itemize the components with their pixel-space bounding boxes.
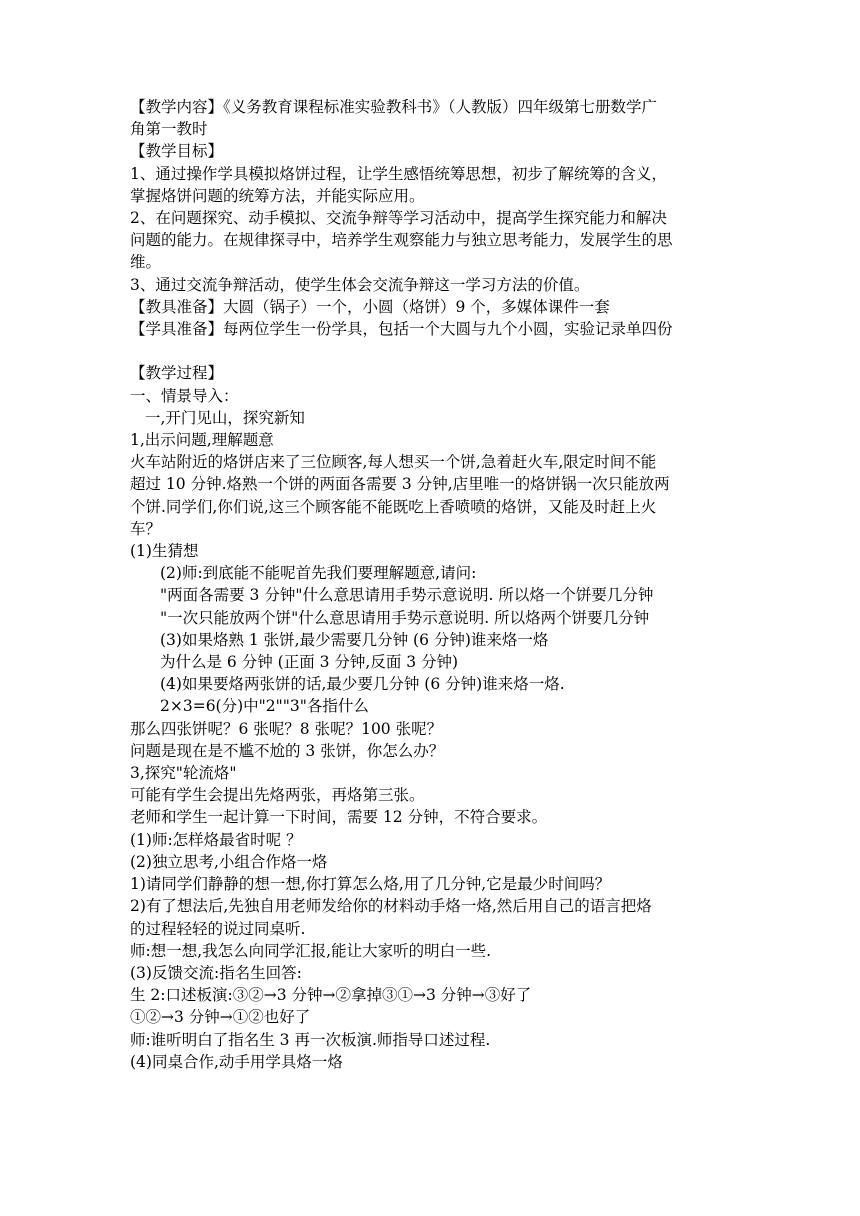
section-heading: 一、情景导入： [130,386,239,405]
text-line: "两面各需要 3 分钟"什么意思请用手势示意说明. 所以烙一个饼要几分钟 [160,586,654,605]
document-page [130,96,730,1073]
text-line: ①②→3 分钟→①②也好了 [130,1008,311,1027]
text-line: 1,出示问题,理解题意 [130,431,274,450]
student-aids-line: 【学具准备】每两位学生一份学具，包括一个大圆与九个小圆，实验记录单四份 [130,320,673,339]
text-line: (2)独立思考,小组合作烙一烙 [130,852,328,871]
text-line: 1)请同学们静静的想一想,你打算怎么烙,用了几分钟,它是最少时间吗？ [130,875,611,894]
text-line: 为什么是 6 分钟 (正面 3 分钟,反面 3 分钟) [160,653,459,672]
text-line: (3)反馈交流:指名生回答: [130,963,302,982]
text-line: 那么四张饼呢？6 张呢？8 张呢？100 张呢？ [130,719,443,738]
text-line: 个饼.同学们,你们说,这三个顾客能不能既吃上香喷喷的烙饼，又能及时赶上火 [130,497,657,516]
text-line: 的过程轻轻的说过同桌听. [130,919,306,938]
text-line: 2、在问题探究、动手模拟、交流争辩等学习活动中，提高学生探究能力和解决 [130,209,667,228]
text-line: 角第一教时 [130,120,208,139]
text-line: (1)生猜想 [130,542,199,561]
text-line: (4)如果要烙两张饼的话,最少要几分钟 (6 分钟)谁来烙一烙. [160,675,565,694]
text-line: "一次只能放两个饼"什么意思请用手势示意说明. 所以烙两个饼要几分钟 [160,608,650,627]
text-line: 1、通过操作学具模拟烙饼过程，让学生感悟统筹思想，初步了解统筹的含义， [130,164,667,183]
text-line: 老师和学生一起计算一下时间，需要 12 分钟，不符合要求。 [130,808,548,827]
process-heading: 【教学过程】 [130,364,224,383]
text-line: (4)同桌合作,动手用学具烙一烙 [130,1052,343,1071]
blank-line [130,340,730,362]
text-line: 超过 10 分钟.烙熟一个饼的两面各需要 3 分钟,店里唯一的烙饼锅一次只能放两 [130,475,670,494]
text-line: 车？ [130,519,162,538]
text-line: 维。 [130,253,162,272]
text-line: (2)师:到底能不能呢首先我们要理解题意,请问: [160,564,477,583]
text-line: (1)师:怎样烙最省时呢 ？ [130,830,302,849]
text-line: 火车站附近的烙饼店来了三位顾客,每人想买一个饼,急着赶火车,限定时间不能 [130,453,657,472]
text-line: 2×3=6(分)中"2""3"各指什么 [160,697,369,716]
goals-heading: 【教学目标】 [130,142,224,161]
text-line: 问题的能力。在规律探寻中，培养学生观察能力与独立思考能力，发展学生的思 [130,231,673,250]
text-line: 3,探究"轮流烙" [130,764,237,783]
subsection-heading: 一,开门见山，探究新知 [145,408,305,427]
text-line: 生 2:口述板演:③②→3 分钟→②拿掉③①→3 分钟→③好了 [130,986,532,1005]
text-line: (3)如果烙熟 1 张饼,最少需要几分钟 (6 分钟)谁来烙一烙 [160,630,549,649]
teaching-aids-line: 【教具准备】大圆（锅子）一个，小圆（烙饼）9 个，多媒体课件一套 [130,297,610,316]
text-line: 师:想一想,我怎么向同学汇报,能让大家听的明白一些. [130,941,492,960]
text-line: 师:谁听明白了指名生 3 再一次板演.师指导口述过程. [130,1030,491,1049]
text-line: 3、通过交流争辩活动，使学生体会交流争辩这一学习方法的价值。 [130,275,590,294]
content-heading-line: 【教学内容】《义务教育课程标准实验教科书》（人教版）四年级第七册数学广 [130,98,658,116]
text-line: 可能有学生会提出先烙两张，再烙第三张。 [130,786,425,805]
text-line: 问题是现在是不尴不尬的 3 张饼，你怎么办？ [130,741,445,760]
text-line: 2)有了想法后,先独自用老师发给你的材料动手烙一烙,然后用自己的语言把烙 [130,897,652,916]
text-line: 掌握烙饼问题的统筹方法，并能实际应用。 [130,186,425,205]
